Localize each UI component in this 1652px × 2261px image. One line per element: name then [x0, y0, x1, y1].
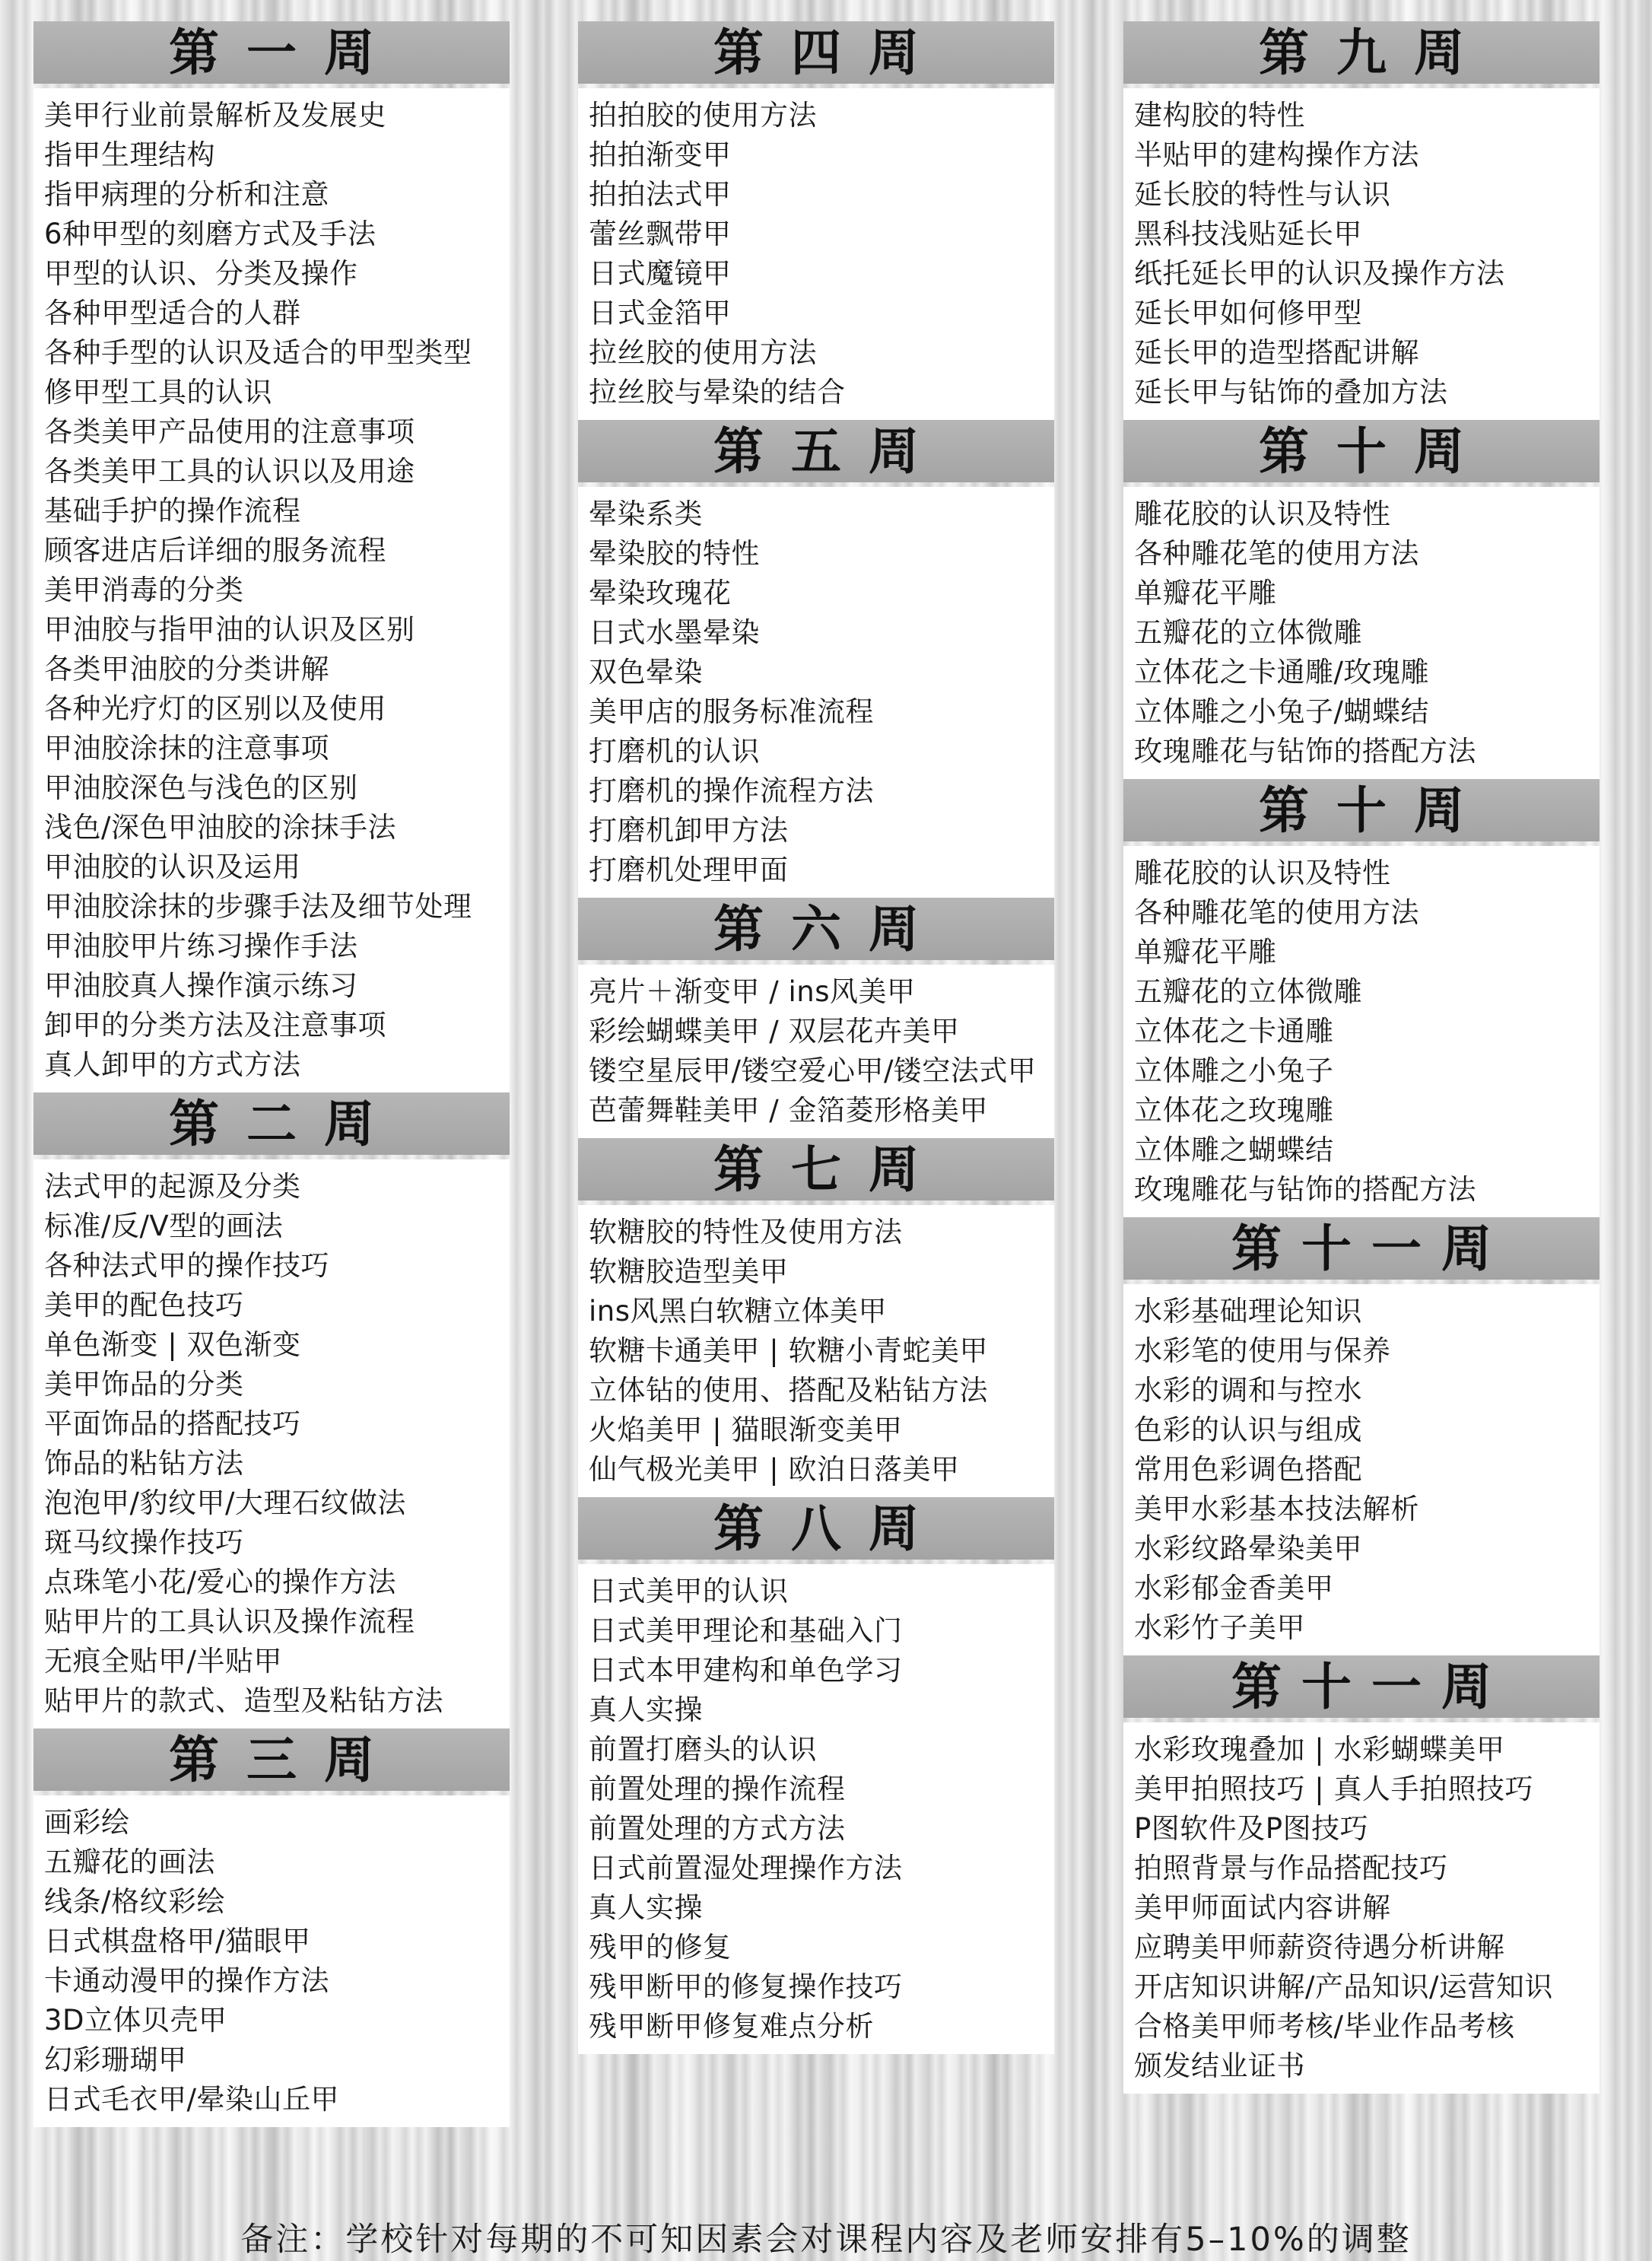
course-item: 常用色彩调色搭配 [1134, 1453, 1362, 1486]
week-2-header [33, 1092, 510, 1155]
course-item: 软糖胶的特性及使用方法 [589, 1216, 903, 1248]
course-item: 立体雕之蝴蝶结 [1134, 1134, 1334, 1166]
week-5-course-list [578, 487, 1054, 898]
course-item: 各种雕花笔的使用方法 [1134, 537, 1419, 570]
course-item: 顾客进店后详细的服务流程 [44, 534, 386, 567]
course-item: 应聘美甲师薪资待遇分析讲解 [1134, 1931, 1505, 1964]
course-item: 甲油胶深色与浅色的区别 [44, 771, 358, 804]
course-item: 软糖卡通美甲 | 软糖小青蛇美甲 [589, 1334, 988, 1367]
course-item: 蕾丝飘带甲 [589, 218, 732, 250]
week-5-header [578, 420, 1054, 482]
course-item: 甲油胶的认识及运用 [44, 851, 301, 883]
course-item: P图软件及P图技巧 [1134, 1812, 1369, 1845]
course-item: 基础手护的操作流程 [44, 494, 301, 527]
week-11-course-list [1123, 1284, 1600, 1655]
course-item: 日式棋盘格甲/猫眼甲 [44, 1925, 311, 1957]
course-item: 美甲水彩基本技法解析 [1134, 1493, 1419, 1525]
course-item: 指甲生理结构 [44, 138, 215, 171]
course-item: 法式甲的起源及分类 [44, 1170, 301, 1203]
course-item: 各种法式甲的操作技巧 [44, 1249, 329, 1282]
course-item: 芭蕾舞鞋美甲 / 金箔菱形格美甲 [589, 1094, 988, 1127]
course-item: 各类美甲工具的认识以及用途 [44, 455, 415, 488]
week-title: 第十一周 [1231, 1219, 1511, 1278]
course-item: 镂空星辰甲/镂空爱心甲/镂空法式甲 [589, 1054, 1037, 1087]
course-item: 火焰美甲 | 猫眼渐变美甲 [589, 1414, 903, 1446]
course-item: 水彩玫瑰叠加 | 水彩蝴蝶美甲 [1134, 1733, 1505, 1766]
course-item: 美甲饰品的分类 [44, 1368, 244, 1401]
course-item: 各种甲型适合的人群 [44, 297, 301, 329]
course-item: 美甲消毒的分类 [44, 574, 244, 606]
course-item: 日式美甲的认识 [589, 1575, 789, 1608]
course-item: 拍拍法式甲 [589, 178, 732, 211]
course-item: 色彩的认识与组成 [1134, 1414, 1362, 1446]
course-item: 卡通动漫甲的操作方法 [44, 1964, 329, 1997]
course-item: 贴甲片的工具认识及操作流程 [44, 1605, 415, 1638]
course-item: 五瓣花的立体微雕 [1134, 616, 1362, 649]
course-item: 画彩绘 [44, 1806, 130, 1839]
course-item: 日式美甲理论和基础入门 [589, 1614, 903, 1647]
course-item: 打磨机处理甲面 [589, 854, 789, 886]
week-title: 第十周 [1259, 421, 1492, 481]
course-item: 日式金箔甲 [589, 297, 732, 329]
course-item: 水彩的调和与控水 [1134, 1374, 1362, 1407]
week-7-course-list [578, 1205, 1054, 1497]
course-item: 晕染玫瑰花 [589, 577, 732, 609]
course-item: 打磨机的认识 [589, 735, 760, 768]
week-1-course-list [33, 88, 510, 1092]
course-item: 美甲行业前景解析及发展史 [44, 99, 386, 132]
week-9-course-list [1123, 88, 1600, 420]
week-8-course-list [578, 1564, 1054, 2054]
week-3-course-list [33, 1795, 510, 2127]
course-item: 美甲店的服务标准流程 [589, 695, 874, 728]
course-item: 立体雕之小兔子 [1134, 1054, 1334, 1087]
week-title: 第九周 [1259, 23, 1492, 82]
course-item: 指甲病理的分析和注意 [44, 178, 329, 211]
course-item: 立体钻的使用、搭配及粘钻方法 [589, 1374, 988, 1407]
course-item: 甲油胶涂抹的步骤手法及细节处理 [44, 890, 472, 923]
course-item: 甲油胶涂抹的注意事项 [44, 732, 329, 765]
course-item: 玫瑰雕花与钻饰的搭配方法 [1134, 1173, 1476, 1206]
course-item: 亮片＋渐变甲 / ins风美甲 [589, 975, 916, 1008]
week-10b-header [1123, 779, 1600, 841]
course-item: 颁发结业证书 [1134, 2050, 1305, 2082]
course-item: 真人实操 [589, 1891, 703, 1924]
course-item: 残甲断甲修复难点分析 [589, 2010, 874, 2043]
week-title: 第六周 [713, 899, 946, 959]
course-item: 半贴甲的建构操作方法 [1134, 138, 1419, 171]
course-item: 美甲师面试内容讲解 [1134, 1891, 1391, 1924]
course-item: 水彩郁金香美甲 [1134, 1572, 1334, 1604]
course-item: 泡泡甲/豹纹甲/大理石纹做法 [44, 1487, 406, 1519]
course-item: 彩绘蝴蝶美甲 / 双层花卉美甲 [589, 1015, 960, 1048]
course-item: 残甲断甲的修复操作技巧 [589, 1970, 903, 2003]
week-11b-course-list [1123, 1722, 1600, 2094]
course-item: 雕花胶的认识及特性 [1134, 498, 1391, 530]
course-item: 3D立体贝壳甲 [44, 2004, 227, 2037]
course-item: 立体花之卡通雕/玫瑰雕 [1134, 656, 1429, 688]
course-item: 雕花胶的认识及特性 [1134, 857, 1391, 889]
course-item: 前置打磨头的认识 [589, 1733, 817, 1766]
course-item: 日式魔镜甲 [589, 257, 732, 290]
course-item: 晕染胶的特性 [589, 537, 760, 570]
course-item: 拉丝胶与晕染的结合 [589, 376, 846, 409]
course-item: 斑马纹操作技巧 [44, 1526, 244, 1559]
course-item: 拍照背景与作品搭配技巧 [1134, 1852, 1448, 1884]
course-item: 立体花之卡通雕 [1134, 1015, 1334, 1048]
course-item: 各种手型的认识及适合的甲型类型 [44, 336, 472, 369]
course-item: ins风黑白软糖立体美甲 [589, 1295, 888, 1328]
course-item: 五瓣花的立体微雕 [1134, 975, 1362, 1008]
course-item: 延长甲如何修甲型 [1134, 297, 1362, 329]
week-10-header [1123, 420, 1600, 482]
course-item: 无痕全贴甲/半贴甲 [44, 1645, 282, 1677]
course-item: 卸甲的分类方法及注意事项 [44, 1009, 386, 1041]
week-10b-course-list [1123, 846, 1600, 1217]
footer-note: 备注：学校针对每期的不可知因素会对课程内容及老师安排有5–10%的调整 [240, 2221, 1412, 2259]
week-title: 第八周 [713, 1499, 946, 1558]
course-item: 仙气极光美甲 | 欧泊日落美甲 [589, 1453, 960, 1486]
course-item: 各种雕花笔的使用方法 [1134, 896, 1419, 929]
course-item: 拍拍胶的使用方法 [589, 99, 817, 132]
course-item: 立体雕之小兔子/蝴蝶结 [1134, 695, 1429, 728]
course-item: 6种甲型的刻磨方式及手法 [44, 218, 376, 250]
course-item: 各类美甲产品使用的注意事项 [44, 415, 415, 448]
course-item: 玫瑰雕花与钻饰的搭配方法 [1134, 735, 1476, 768]
course-item: 线条/格纹彩绘 [44, 1885, 225, 1918]
course-item: 美甲的配色技巧 [44, 1289, 244, 1321]
week-title: 第五周 [713, 421, 946, 481]
week-title: 第七周 [713, 1140, 946, 1199]
course-item: 甲油胶与指甲油的认识及区别 [44, 613, 415, 646]
course-item: 五瓣花的画法 [44, 1846, 215, 1878]
course-item: 日式本甲建构和单色学习 [589, 1654, 903, 1687]
course-item: 水彩竹子美甲 [1134, 1611, 1305, 1644]
course-item: 前置处理的方式方法 [589, 1812, 846, 1845]
week-3-header [33, 1728, 510, 1791]
course-item: 单瓣花平雕 [1134, 577, 1277, 609]
course-item: 水彩笔的使用与保养 [1134, 1334, 1391, 1367]
week-7-header [578, 1138, 1054, 1200]
course-item: 甲油胶甲片练习操作手法 [44, 930, 358, 962]
course-item: 日式前置湿处理操作方法 [589, 1852, 903, 1884]
course-item: 水彩纹路晕染美甲 [1134, 1532, 1362, 1565]
course-item: 建构胶的特性 [1134, 99, 1305, 132]
course-item: 延长甲的造型搭配讲解 [1134, 336, 1419, 369]
course-item: 真人实操 [589, 1693, 703, 1726]
course-item: 合格美甲师考核/毕业作品考核 [1134, 2010, 1515, 2043]
course-item: 各类甲油胶的分类讲解 [44, 653, 329, 685]
week-2-course-list [33, 1159, 510, 1728]
week-title: 第二周 [169, 1094, 402, 1153]
week-title: 第十一周 [1231, 1657, 1511, 1716]
course-item: 点珠笔小花/爱心的操作方法 [44, 1566, 396, 1598]
week-8-header [578, 1497, 1054, 1560]
course-item: 标准/反/V型的画法 [44, 1210, 284, 1242]
week-4-course-list [578, 88, 1054, 420]
course-item: 美甲拍照技巧 | 真人手拍照技巧 [1134, 1773, 1533, 1805]
week-6-header [578, 898, 1054, 960]
course-item: 延长胶的特性与认识 [1134, 178, 1391, 211]
course-item: 甲油胶真人操作演示练习 [44, 969, 358, 1002]
course-item: 前置处理的操作流程 [589, 1773, 846, 1805]
course-item: 开店知识讲解/产品知识/运营知识 [1134, 1970, 1553, 2003]
course-item: 双色晕染 [589, 656, 703, 688]
course-item: 贴甲片的款式、造型及粘钻方法 [44, 1684, 443, 1717]
course-item: 修甲型工具的认识 [44, 376, 272, 409]
course-item: 浅色/深色甲油胶的涂抹手法 [44, 811, 396, 844]
week-11b-header [1123, 1655, 1600, 1718]
course-item: 晕染系类 [589, 498, 703, 530]
course-item: 打磨机卸甲方法 [589, 814, 789, 847]
course-item: 纸托延长甲的认识及操作方法 [1134, 257, 1505, 290]
week-6-course-list [578, 965, 1054, 1138]
course-item: 拍拍渐变甲 [589, 138, 732, 171]
course-item: 水彩基础理论知识 [1134, 1295, 1362, 1328]
course-item: 拉丝胶的使用方法 [589, 336, 817, 369]
course-item: 平面饰品的搭配技巧 [44, 1407, 301, 1440]
week-11-header [1123, 1217, 1600, 1280]
course-item: 甲型的认识、分类及操作 [44, 257, 358, 290]
week-title: 第十周 [1259, 781, 1492, 840]
course-item: 软糖胶造型美甲 [589, 1255, 789, 1288]
course-item: 幻彩珊瑚甲 [44, 2043, 187, 2076]
course-item: 饰品的粘钻方法 [44, 1447, 244, 1480]
course-item: 黑科技浅贴延长甲 [1134, 218, 1362, 250]
week-title: 第四周 [713, 23, 946, 82]
course-item: 打磨机的操作流程方法 [589, 774, 874, 807]
course-item: 单瓣花平雕 [1134, 936, 1277, 968]
course-item: 日式水墨晕染 [589, 616, 760, 649]
week-4-header [578, 21, 1054, 84]
course-item: 立体花之玫瑰雕 [1134, 1094, 1334, 1127]
course-item: 延长甲与钻饰的叠加方法 [1134, 376, 1448, 409]
week-9-header [1123, 21, 1600, 84]
course-item: 单色渐变 | 双色渐变 [44, 1328, 301, 1361]
week-10-course-list [1123, 487, 1600, 779]
course-item: 残甲的修复 [589, 1931, 732, 1964]
course-item: 日式毛衣甲/晕染山丘甲 [44, 2083, 339, 2116]
course-item: 各种光疗灯的区别以及使用 [44, 692, 386, 725]
week-title: 第三周 [169, 1730, 402, 1789]
week-1-header [33, 21, 510, 84]
week-title: 第一周 [169, 23, 402, 82]
course-item: 真人卸甲的方式方法 [44, 1048, 301, 1081]
